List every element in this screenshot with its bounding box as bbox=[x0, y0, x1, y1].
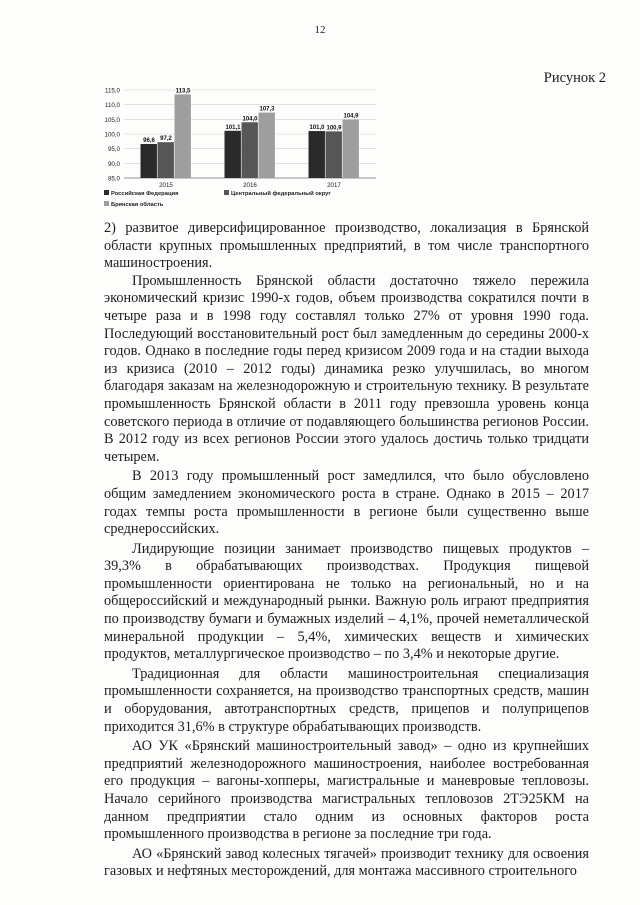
data-label: 96,6 bbox=[143, 137, 155, 144]
figure-label: Рисунок 2 bbox=[543, 70, 606, 86]
paragraph-4: Лидирующие позиции занимает производство пищевых продуктов – 39,3% в обрабатывающих производствах. Продукция пищевой промышленности ориентирована не только на региональный, но и на общероссийский и международный рынки. Важную роль играют предприятия по производству бумаги и бумажных изделий – 4,1%, прочей неметаллической минеральной продукции – 5,4%, химических веществ и химических продуктов, металлургическое производство – по 3,4% и некоторые другие. bbox=[104, 540, 589, 663]
bar bbox=[225, 131, 241, 178]
data-label: 107,3 bbox=[259, 106, 275, 113]
data-label: 104,0 bbox=[242, 116, 258, 123]
x-tick-label: 2016 bbox=[243, 182, 257, 189]
bar-chart bbox=[86, 82, 386, 217]
paragraph-1: 2) развитое диверсифицированное производство, локализация в Брянской области крупных промышленных предприятий, в том числе транспортного машиностроения. bbox=[104, 220, 589, 272]
y-tick-label: 90,0 bbox=[107, 160, 120, 168]
paragraph-2: Промышленность Брянской области достаточно тяжело пережила экономический кризис 1990-х годов, объем производства сократился почти в четыре раза и в 1998 году составлял только 27% от уровня 1990 года. Последующий восстановительный рост был замедленным до середины 2000-х годов. Однако в последние годы перед кризисом 2009 года и на стадии выхода из кризиса (2010 – 2012 годы) динамика резко улучшилась, во многом благодаря заказам на железнодорожную и строительную технику. В результате промышленность Брянской области в 2011 году превзошла уровень конца советского периода в отличие от подавляющего большинства регионов России. В 2012 году из всех регионов России этого удалось достичь только тридцати четырем. bbox=[104, 272, 589, 465]
body-text bbox=[104, 220, 589, 881]
data-label: 104,9 bbox=[343, 113, 359, 120]
bar bbox=[309, 131, 325, 178]
y-tick-label: 95,0 bbox=[107, 146, 120, 154]
data-label: 113,5 bbox=[175, 88, 191, 95]
data-label: 101,0 bbox=[309, 125, 325, 132]
legend-swatch bbox=[224, 190, 229, 195]
bar bbox=[141, 144, 157, 178]
legend-label: Центральный федеральный округ bbox=[231, 190, 331, 197]
bar bbox=[326, 131, 342, 178]
x-tick-label: 2015 bbox=[159, 182, 173, 189]
data-label: 100,9 bbox=[326, 125, 342, 132]
bar bbox=[242, 122, 258, 178]
paragraph-3: В 2013 году промышленный рост замедлился, что было обусловлено общим замедлением экономического роста в стране. Однако в 2015 – 2017 годах темпы роста промышленности в регионе были существенно выше среднероссийских. bbox=[104, 468, 589, 538]
bar bbox=[158, 142, 174, 178]
page-number: 12 bbox=[314, 24, 326, 36]
y-tick-label: 110,0 bbox=[104, 102, 120, 110]
paragraph-5: Традиционная для области машиностроительная специализация промышленности сохраняется, на производство транспортных средств, машин и оборудования, автотранспортных средств, прицепов и полуприцепов приходится 31,6% в структуре обрабатывающих производств. bbox=[104, 665, 589, 735]
y-tick-label: 85,0 bbox=[107, 175, 120, 183]
bar bbox=[343, 120, 359, 178]
y-tick-label: 100,0 bbox=[104, 131, 120, 139]
legend-swatch bbox=[104, 201, 109, 206]
legend-label: Брянская область bbox=[111, 201, 164, 208]
legend-label: Российская Федерация bbox=[111, 190, 179, 197]
paragraph-7: АО «Брянский завод колесных тягачей» производит технику для освоения газовых и нефтяных месторождений, для монтажа массивного строительного bbox=[104, 845, 589, 880]
x-tick-label: 2017 bbox=[327, 182, 341, 189]
data-label: 101,1 bbox=[225, 124, 241, 131]
bar bbox=[259, 113, 275, 178]
y-tick-label: 105,0 bbox=[104, 116, 120, 124]
data-label: 97,2 bbox=[160, 136, 172, 143]
paragraph-6: АО УК «Брянский машиностроительный завод» – одно из крупнейших предприятий железнодорожного машиностроения, наиболее востребованная его продукция – вагоны-хопперы, магистральные и маневровые тепловозы. Начало серийного производства магистральных тепловозов 2ТЭ25КМ на данном предприятии стало одним из основных факторов роста промышленного производства в регионе за последние три года. bbox=[104, 738, 589, 843]
legend-swatch bbox=[104, 190, 109, 195]
y-tick-label: 115,0 bbox=[104, 87, 120, 95]
bar bbox=[175, 94, 191, 178]
